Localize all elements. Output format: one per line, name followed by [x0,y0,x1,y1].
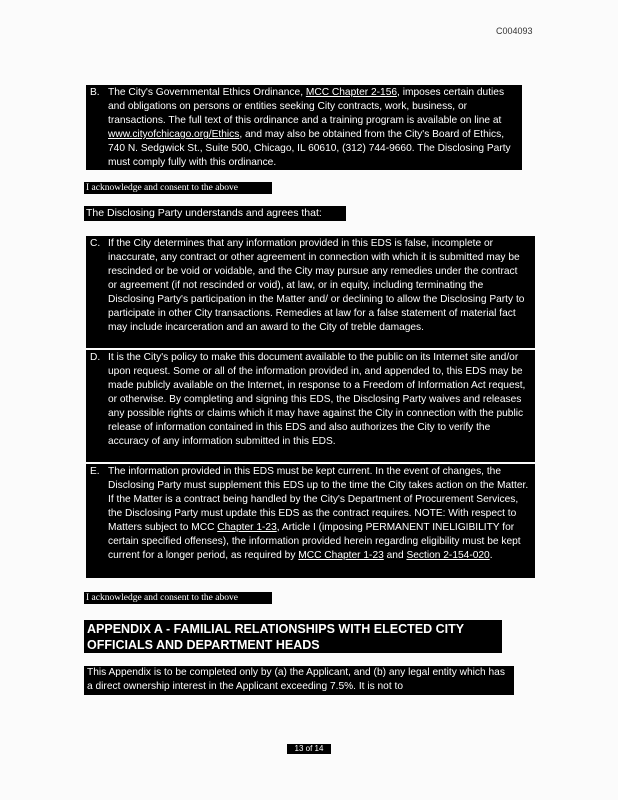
section-e [86,464,535,578]
section-e-label: E. [90,466,100,477]
section-c [86,236,535,348]
section-2-154-020-link[interactable]: Section 2-154-020 [406,550,490,561]
acknowledge-consent-2: I acknowledge and consent to the above [84,592,272,604]
appendix-a-intro: This Appendix is to be completed only by (a) the Applicant, and (b) any legal entity which has a direct ownership interest in the Applicant exceeding 7.5%. It is not to [84,666,514,695]
section-e-text: The information provided in this EDS must be kept current. In the event of changes, the Disclosing Party must supplement this EDS up to the time the City takes action on the Matter. If the Matter is a contract being handled by the City's Department of Procurement Services, the Disclosing Party must update this EDS as the contract requires. NOTE: With respect to Matters subject to MCC Chapter 1-23, Article I (imposing PERMANENT INELIGIBILITY for certain specified offenses), the information provided herein regarding eligibility must be kept current for a longer period, as required by MCC Chapter 1-23 and Section 2-154-020. [108,466,529,561]
mcc-chapter-1-23-link[interactable]: MCC Chapter 1-23 [298,550,384,561]
section-b-text: The City's Governmental Ethics Ordinance, MCC Chapter 2-156, imposes certain duties and obligations on persons or entities seeking City contracts, work, business, or transactions. The full text of this ordinance and a training program is available on line at www.cityofchicago.org/Ethics, and may also be obtained from the City's Board of Ethics, 740 N. Sedgwick St., Suite 500, Chicago, IL 60610, (312) 744-9660. The Disclosing Party must comply fully with this ordinance. [108,87,511,168]
section-d-text: It is the City's policy to make this document available to the public on its Internet site and/or upon request. Some or all of the information provided in, and appended to, this EDS may be made publicly available on the Internet, in response to a Freedom of Information Act request, or otherwise. By completing and signing this EDS, the Disclosing Party waives and releases any possible rights or claims which it may have against the City in connection with the public release of information contained in this EDS and also authorizes the City to verify the accuracy of any information submitted in this EDS. [108,352,526,447]
section-b [86,85,522,170]
chapter-1-23-link[interactable]: Chapter 1-23 [217,522,277,533]
section-d-label: D. [90,352,101,363]
section-b-label: B. [90,87,100,98]
acknowledge-consent-1: I acknowledge and consent to the above [84,182,272,194]
ethics-website-link[interactable]: www.cityofchicago.org/Ethics [108,129,240,140]
section-c-text: If the City determines that any information provided in this EDS is false, incomplete or inaccurate, any contract or other agreement in connection with which it is submitted may be rescinded or be void or voidable, and the City may pursue any remedies under the contract or agreement (if not rescinded or void), at law, or in equity, including terminating the Disclosing Party's participation in the Matter and/ or declining to allow the Disclosing Party to participate in other City transactions. Remedies at law for a false statement of material fact may include incarceration and an award to the City of treble damages. [108,238,525,333]
section-c-label: C. [90,238,101,249]
section-d [86,350,535,462]
page-number: 13 of 14 [287,744,331,754]
document-id: C004093 [496,26,533,36]
disclosing-party-agrees: The Disclosing Party understands and agrees that: [84,206,346,221]
appendix-a-heading: APPENDIX A - FAMILIAL RELATIONSHIPS WITH ELECTED CITY OFFICIALS AND DEPARTMENT HEADS [84,620,502,653]
mcc-chapter-2-156-link[interactable]: MCC Chapter 2-156 [305,87,398,98]
